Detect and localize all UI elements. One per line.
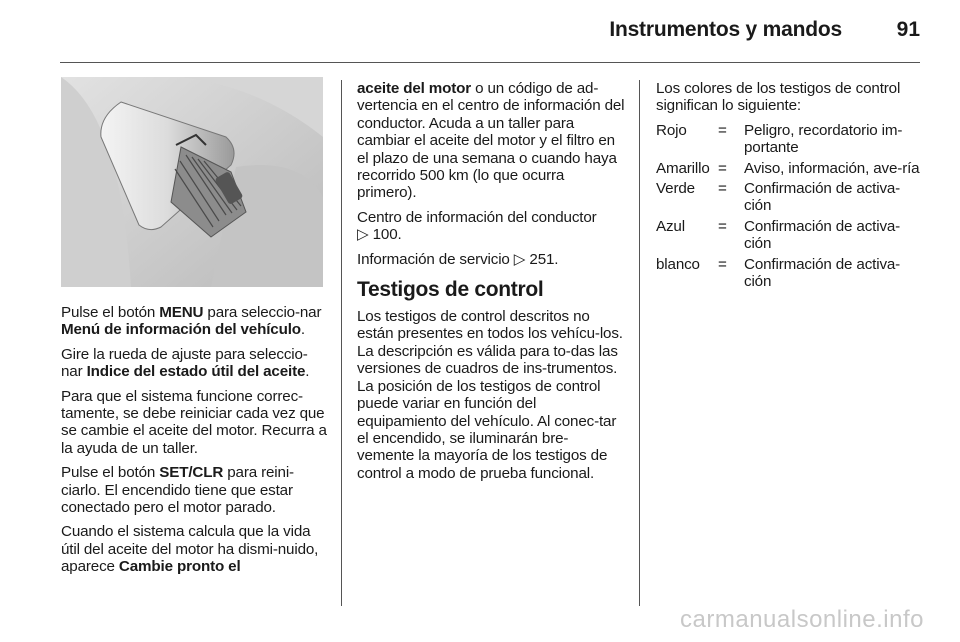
text: para seleccio-nar bbox=[203, 304, 322, 321]
legend-row bbox=[656, 122, 922, 157]
column-1 bbox=[61, 304, 327, 583]
paragraph: Para que el sistema funcione correc-tamente, se debe reiniciar cada vez que se cambie el aceite del motor. Recurra a la ayuda de un taller. bbox=[61, 387, 327, 457]
paragraph bbox=[61, 464, 327, 516]
text: . bbox=[300, 321, 305, 339]
paragraph bbox=[357, 251, 625, 268]
legend-val: Confirmación de activa-ción bbox=[744, 180, 901, 215]
text: Pulse el botón bbox=[61, 304, 160, 321]
legend-val: Aviso, información, ave-ría bbox=[744, 159, 920, 177]
legend-row bbox=[656, 180, 922, 215]
paragraph bbox=[61, 304, 327, 339]
text: o un código de ad-vertencia en el centro de información del conductor. Acuda a un taller para cambiar el aceite del motor y el filtro en el plazo de una semana o cuando haya recorrido 500 km (lo que ocurra primero). bbox=[357, 80, 625, 202]
page-reference-link[interactable]: 100. bbox=[372, 226, 402, 244]
text-bold: Cambie pronto el bbox=[118, 558, 241, 576]
text-bold: SET/CLR bbox=[159, 464, 224, 482]
reference-arrow-icon: ▷ bbox=[357, 226, 369, 244]
text: Pulse el botón bbox=[61, 464, 160, 482]
legend-row bbox=[656, 218, 922, 253]
legend-eq: = bbox=[718, 121, 727, 139]
legend-eq: = bbox=[718, 180, 727, 198]
text-bold: Indice del estado útil del aceite bbox=[86, 363, 306, 381]
paragraph bbox=[61, 523, 327, 575]
column-divider-2 bbox=[639, 80, 640, 606]
text: Información de servicio bbox=[357, 250, 510, 268]
control-stalk-illustration bbox=[61, 77, 323, 287]
text: Cuando el sistema calcula que la vida útil del aceite del motor ha dismi-nuido, aparece bbox=[61, 523, 319, 576]
paragraph: Los testigos de control descritos no están presentes en todos los vehícu-los. La descripción es válida para to-das las versiones de cuadros de ins-trumentos. La posición de los testigos de control puede variar en función del equipamiento del vehículo. Al conec-tar el encendido, se iluminarán bre-vemente la mayoría de los testigos de control a modo de prueba funcional. bbox=[357, 308, 623, 482]
page-number: 91 bbox=[896, 18, 920, 41]
column-divider-1 bbox=[341, 80, 342, 606]
legend-eq: = bbox=[718, 255, 727, 273]
text-bold: aceite del motor bbox=[357, 80, 472, 97]
legend-val: Confirmación de activa-ción bbox=[744, 217, 901, 253]
page-header bbox=[60, 14, 920, 54]
text: . bbox=[305, 363, 310, 381]
legend-val: Peligro, recordatorio im-portante bbox=[744, 121, 903, 157]
legend-eq: = bbox=[718, 159, 727, 177]
legend-key: Azul bbox=[656, 217, 685, 235]
text: Gire la rueda de ajuste para seleccio-nar bbox=[61, 345, 308, 381]
section-heading: Testigos de control bbox=[357, 278, 544, 302]
legend-key: Amarillo bbox=[656, 159, 710, 177]
legend-val: Confirmación de activa-ción bbox=[744, 255, 901, 291]
paragraph bbox=[357, 80, 625, 202]
column-3 bbox=[656, 80, 922, 293]
text: Centro de información del conductor bbox=[357, 208, 597, 226]
legend-key: blanco bbox=[656, 255, 700, 273]
reference-arrow-icon: ▷ bbox=[513, 250, 526, 268]
color-legend bbox=[656, 122, 922, 291]
column-2 bbox=[357, 80, 625, 489]
watermark: carmanualsonline.info bbox=[680, 606, 924, 633]
legend-key: Verde bbox=[656, 180, 695, 198]
paragraph bbox=[357, 209, 625, 244]
legend-row bbox=[656, 160, 922, 177]
legend-key: Rojo bbox=[656, 121, 687, 139]
legend-eq: = bbox=[718, 217, 727, 235]
paragraph: Los colores de los testigos de control significan lo siguiente: bbox=[656, 80, 901, 115]
text: para reini-ciarlo. El encendido tiene que estar conectado pero el motor parado. bbox=[61, 464, 294, 517]
text-bold: Menú de información del vehículo bbox=[61, 321, 301, 339]
legend-row bbox=[656, 256, 922, 291]
header-rule bbox=[60, 62, 920, 63]
text-bold: MENU bbox=[159, 304, 204, 321]
paragraph bbox=[61, 346, 327, 381]
page-title: Instrumentos y mandos bbox=[609, 18, 842, 41]
page-reference-link[interactable]: 251. bbox=[529, 250, 559, 268]
